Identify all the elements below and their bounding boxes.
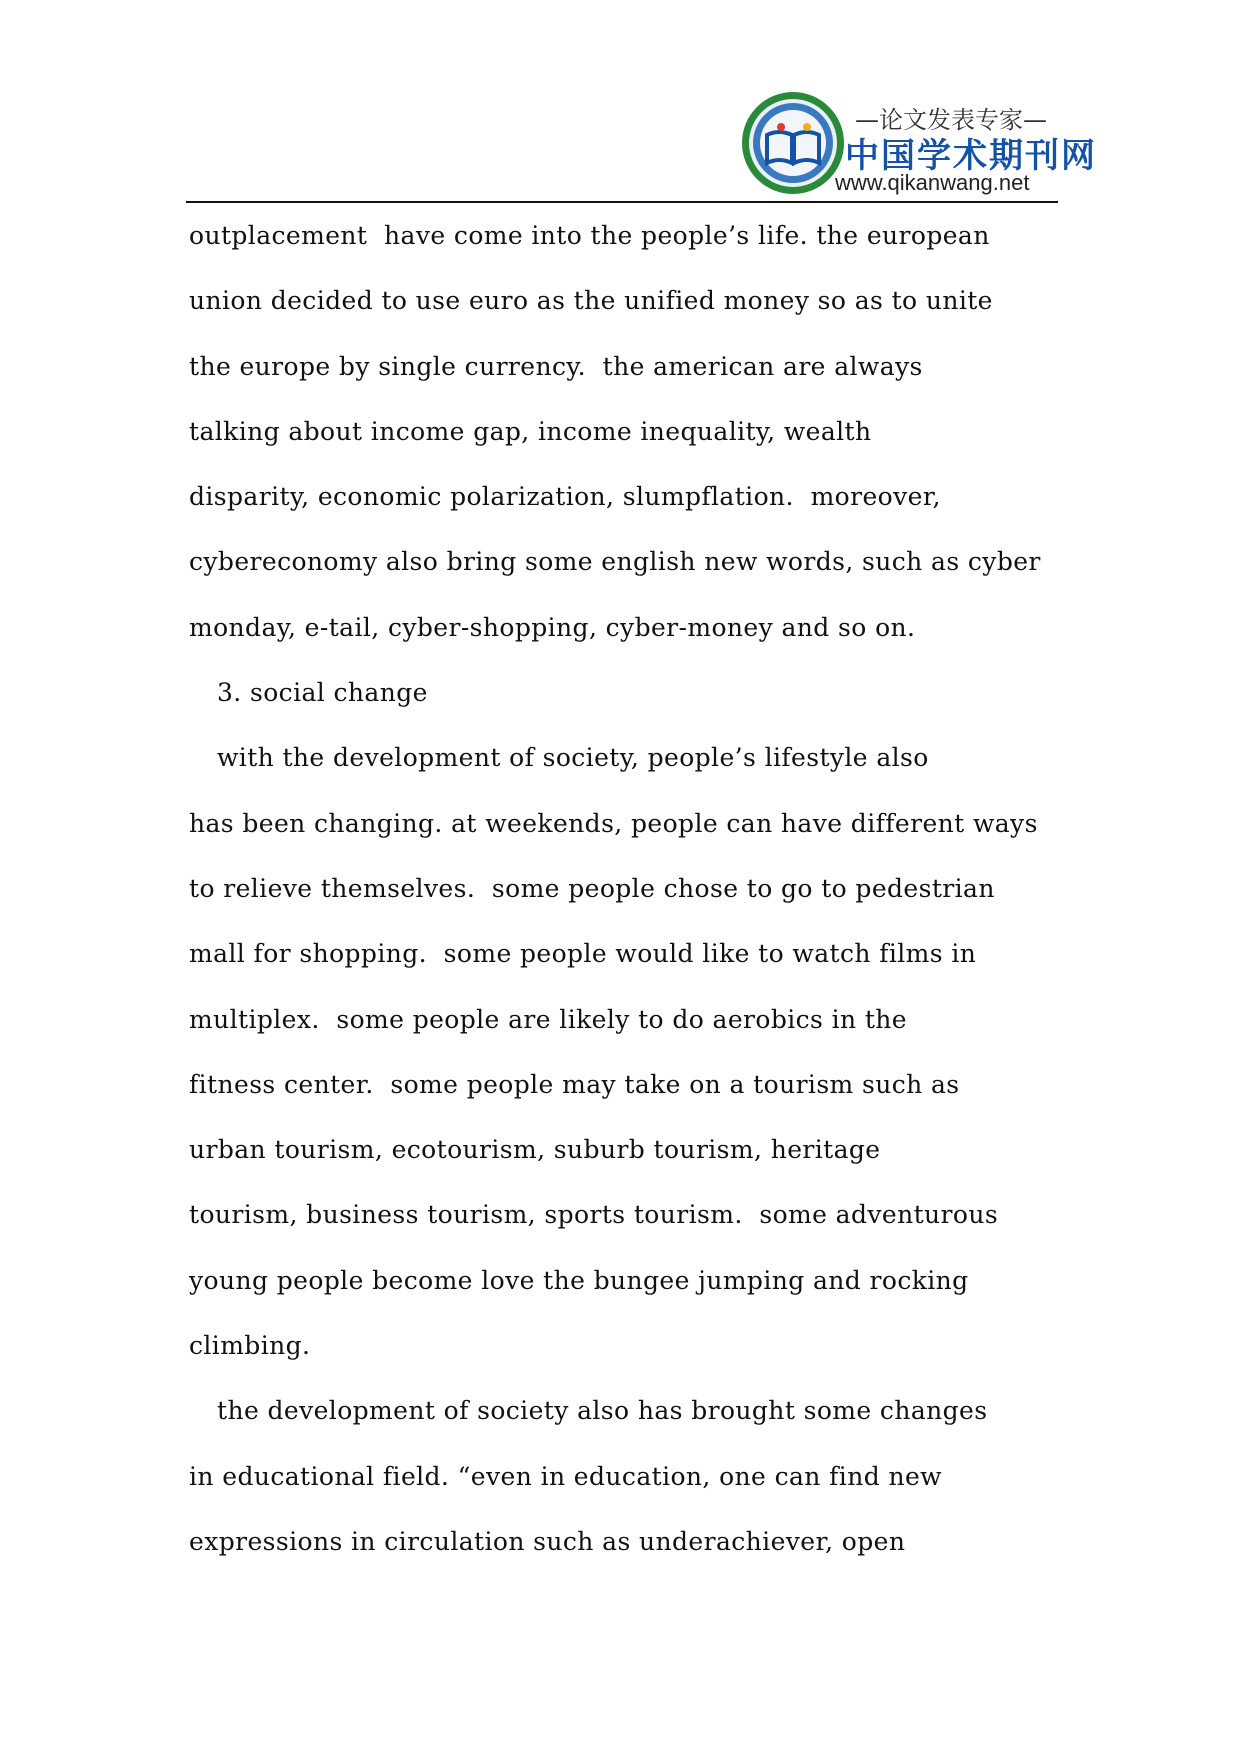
logo-tagline: —论文发表专家—: [855, 106, 1047, 134]
header-divider: [186, 201, 1058, 203]
text-line: fitness center. some people may take on a tourism such as: [189, 1069, 960, 1099]
text-line: mall for shopping. some people would like to watch films in: [189, 939, 977, 969]
text-line: 3. social change: [217, 678, 428, 708]
text-line: talking about income gap, income inequality, wealth: [189, 416, 872, 446]
text-line: the development of society also has brought some changes: [217, 1396, 988, 1426]
text-line: union decided to use euro as the unified money so as to unite: [189, 286, 993, 316]
text-line: to relieve themselves. some people chose to go to pedestrian: [189, 873, 995, 903]
page-header: [0, 0, 1241, 205]
text-line: the europe by single currency. the american are always: [189, 351, 923, 381]
text-line: has been changing. at weekends, people can have different ways: [189, 808, 1038, 838]
text-line: young people become love the bungee jumping and rocking: [189, 1265, 969, 1295]
document-body: [189, 214, 1089, 1585]
text-line: tourism, business tourism, sports tourism. some adventurous: [189, 1200, 999, 1230]
logo-name: 中国学术期刊网: [845, 136, 1097, 176]
logo-url: www.qikanwang.net: [835, 170, 1030, 195]
text-line: expressions in circulation such as underachiever, open: [189, 1526, 906, 1556]
text-line: cybereconomy also bring some english new words, such as cyber: [189, 547, 1041, 577]
text-line: climbing.: [189, 1331, 311, 1361]
qikanwang-logo-icon: [741, 91, 845, 195]
text-line: outplacement have come into the people’s life. the european: [189, 221, 990, 250]
text-line: with the development of society, people’s lifestyle also: [217, 743, 929, 773]
text-line: monday, e-tail, cyber-shopping, cyber-money and so on.: [189, 612, 916, 642]
text-line: multiplex. some people are likely to do aerobics in the: [189, 1004, 908, 1034]
text-line: urban tourism, ecotourism, suburb tourism, heritage: [189, 1135, 881, 1165]
text-line: in educational field. “even in education, one can find new: [189, 1461, 942, 1491]
text-line: disparity, economic polarization, slumpflation. moreover,: [189, 482, 941, 512]
